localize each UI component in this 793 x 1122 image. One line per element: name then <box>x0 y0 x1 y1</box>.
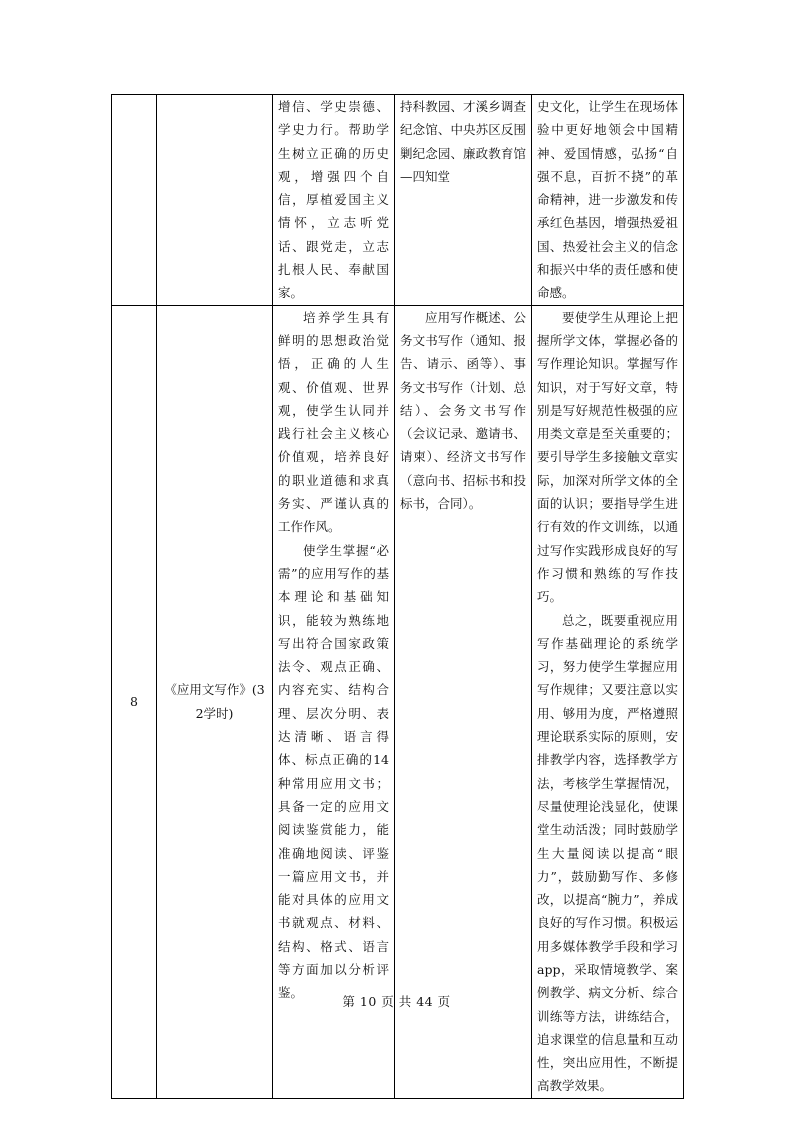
requirements-cell <box>532 305 684 1098</box>
row-number-cell <box>112 95 157 306</box>
requirements-cell <box>532 95 684 306</box>
requirements-paragraph: 要使学生从理论上把握所学文体，掌握必备的写作理论知识。掌握写作知识，对于写好文章，特别是写好规范性极强的应用类文章是至关重要的；要引导学生多接触文章实际，加深对所学文体的全面的认识；要指导学生进行有效的作文训练，以通过写作实践形成良好的写作习惯和熟练的写作技巧。 <box>537 309 678 605</box>
content-paragraph: 应用写作概述、公务文书写作（通知、报告、请示、函等）、事务文书写作（计划、总结）、会务文书写作（会议记录、邀请书、请柬）、经济文书写作（意向书、招标书和投标书，合同）。 <box>400 309 526 512</box>
row-number-cell: 8 <box>112 305 157 1098</box>
table-row <box>112 305 684 1098</box>
content-paragraph: 持科教园、才溪乡调查纪念馆、中央苏区反围剿纪念园、廉政教育馆—四知堂 <box>400 99 526 184</box>
content-cell <box>395 305 532 1098</box>
objectives-paragraph: 增信、学史崇德、学史力行。帮助学生树立正确的历史观，增强四个自信，厚植爱国主义情怀，立志听党话、跟党走，立志扎根人民、奉献国家。 <box>278 99 389 301</box>
objectives-paragraph: 培养学生具有鲜明的思想政治觉悟，正确的人生观、价值观、世界观，使学生认同并践行社会主义核心价值观，培养良好的职业道德和求真务实、严谨认真的工作作风。 <box>278 309 389 535</box>
content-cell <box>395 95 532 306</box>
requirements-paragraph: 总之，既要重视应用写作基础理论的系统学习，努力使学生掌握应用写作规律；又要注意以实用、够用为度，严格遵照理论联系实际的原则，安排教学内容，选择教学方法，考核学生掌握情况，尽量使理论浅显化，使课堂生动活泼；同时鼓励学生大量阅读以提高“眼力”，鼓励勤写作、多修改，以提高“腕力”，养成良好的写作习惯。积极运用多媒体教学手段和学习app，采取情境教学、案例教学、病文分析、综合训练等方法，讲练结合，追求课堂的信息量和互动性，突出应用性，不断提高教学效果。 <box>537 612 678 1094</box>
objectives-cell <box>273 95 395 306</box>
course-name-cell <box>157 95 273 306</box>
objectives-paragraph: 使学生掌握“必需”的应用写作的基本理论和基础知识，能较为熟练地写出符合国家政策法令、观点正确、内容充实、结构合理、层次分明、表达清晰、语言得体、标点正确的14种常用应用文书；具备一定的应用文阅读鉴赏能力，能准确地阅读、评鉴一篇应用文书，并能对具体的应用文书就观点、材料、结构、格式、语言等方面加以分析评鉴。 <box>278 542 389 1001</box>
syllabus-table <box>111 94 684 1099</box>
objectives-cell <box>273 305 395 1098</box>
requirements-paragraph: 史文化，让学生在现场体验中更好地领会中国精神、爱国情感，弘扬“自强不息，百折不挠”的革命精神，进一步激发和传承红色基因，增强热爱祖国、热爱社会主义的信念和振兴中华的责任感和使命感。 <box>537 99 678 301</box>
table-row <box>112 95 684 306</box>
page-footer: 第 10 页 共 44 页 <box>342 994 451 1009</box>
course-name-cell: 《应用文写作》(32学时) <box>157 305 273 1098</box>
